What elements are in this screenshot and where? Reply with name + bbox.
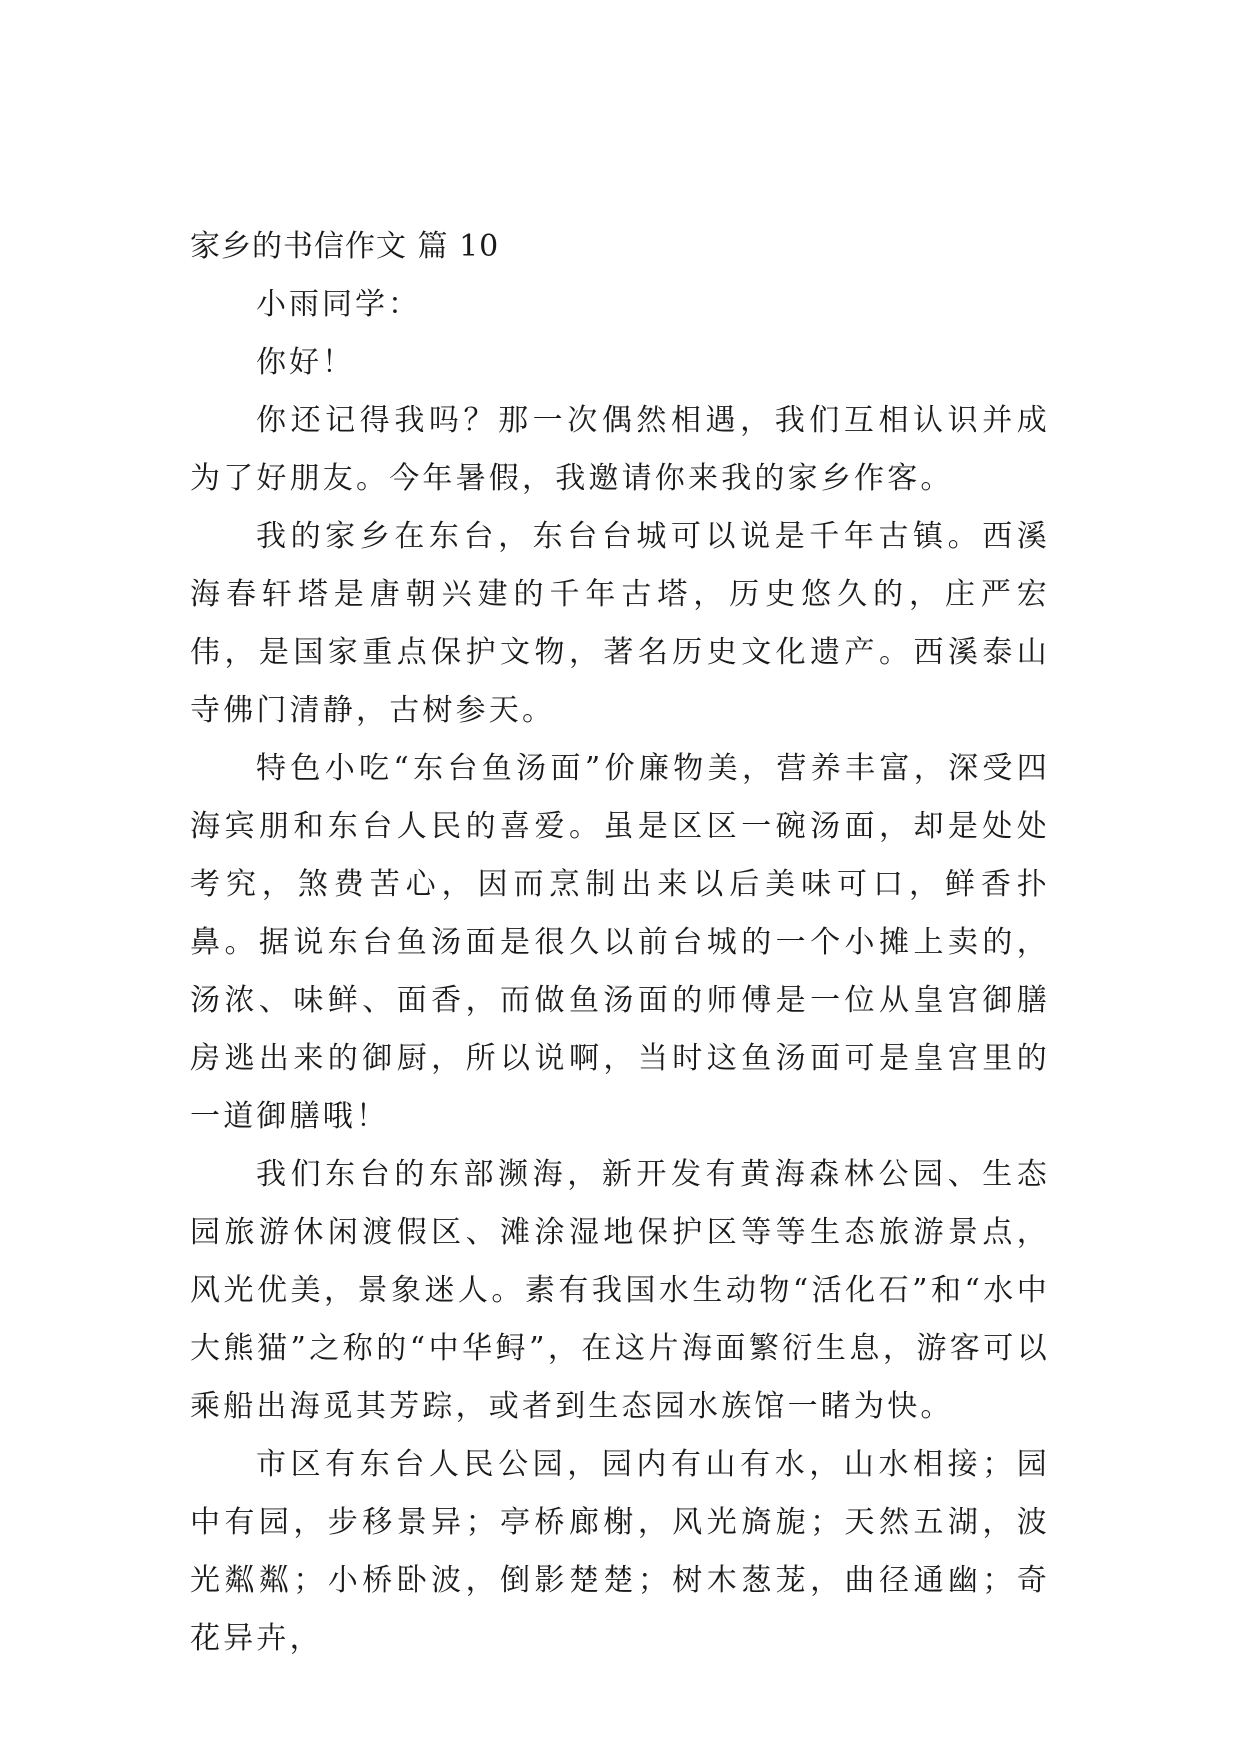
document-title: 家乡的书信作文 篇 10 [190, 229, 500, 264]
letter-greeting: 你好！ [256, 345, 355, 380]
body-paragraph-1: 你还记得我吗？那一次偶然相遇，我们互相认识并成为了好朋友。今年暑假，我邀请你来我的家乡作客。 [190, 403, 1050, 496]
letter-recipient: 小雨同学： [256, 287, 421, 322]
letter-page [190, 218, 1050, 1668]
body-paragraph-4: 我们东台的东部濒海，新开发有黄海森林公园、生态园旅游休闲渡假区、滩涂湿地保护区等等生态旅游景点，风光优美，景象迷人。素有我国水生动物“活化石”和“水中大熊猫”之称的“中华鲟”，在这片海面繁衍生息，游客可以乘船出海觅其芳踪，或者到生态园水族馆一睹为快。 [190, 1157, 1050, 1424]
body-paragraph-2: 我的家乡在东台，东台台城可以说是千年古镇。西溪海春轩塔是唐朝兴建的千年古塔，历史悠久的，庄严宏伟，是国家重点保护文物，著名历史文化遗产。西溪泰山寺佛门清静，古树参天。 [190, 519, 1050, 728]
body-paragraph-3: 特色小吃“东台鱼汤面”价廉物美，营养丰富，深受四海宾朋和东台人民的喜爱。虽是区区一碗汤面，却是处处考究，煞费苦心，因而烹制出来以后美味可口，鲜香扑鼻。据说东台鱼汤面是很久以前台城的一个小摊上卖的，汤浓、味鲜、面香，而做鱼汤面的师傅是一位从皇宫御膳房逃出来的御厨，所以说啊，当时这鱼汤面可是皇宫里的一道御膳哦！ [190, 751, 1050, 1134]
body-paragraph-5: 市区有东台人民公园，园内有山有水，山水相接；园中有园，步移景异；亭桥廊榭，风光旖旎；天然五湖，波光粼粼；小桥卧波，倒影楚楚；树木葱茏，曲径通幽；奇花异卉， [190, 1447, 1050, 1656]
